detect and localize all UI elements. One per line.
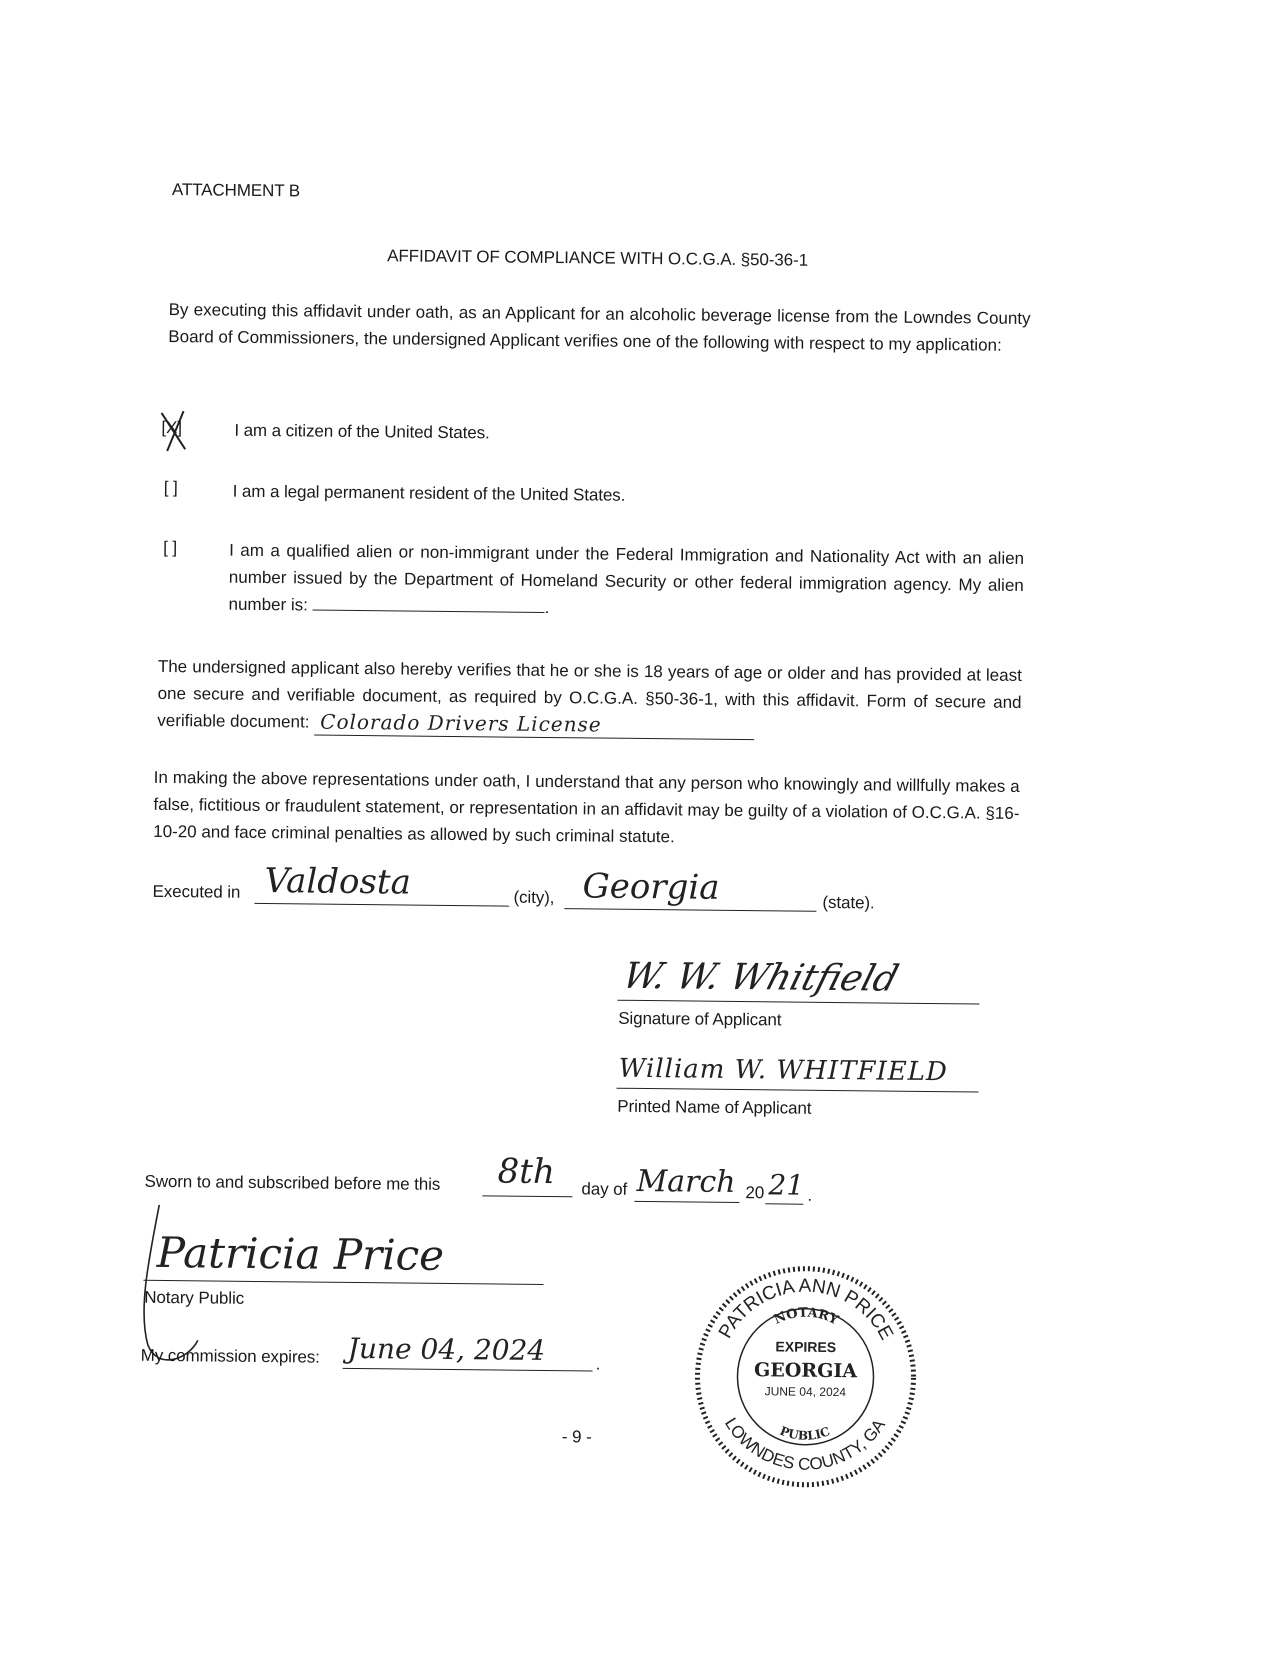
commission-expires-label: My commission expires: <box>140 1345 320 1367</box>
signature-line[interactable] <box>617 1000 979 1005</box>
notary-seal <box>689 1261 921 1493</box>
seal-expires: EXPIRES <box>775 1338 837 1356</box>
commission-expires-field[interactable] <box>343 1368 593 1372</box>
attachment-label: ATTACHMENT B <box>171 180 301 201</box>
executed-label: Executed in <box>152 881 241 902</box>
commission-end: . <box>595 1354 601 1374</box>
notary-public-label: Notary Public <box>144 1287 245 1308</box>
day-of-label: day of <box>581 1179 628 1199</box>
option-citizen-text: I am a citizen of the United States. <box>234 420 490 443</box>
city-value: Valdosta <box>264 861 412 903</box>
option-permanent-resident-text: I am a legal permanent resident of the United States. <box>232 481 626 505</box>
handwritten-check-icon <box>155 405 196 455</box>
sworn-label: Sworn to and subscribed before me this <box>144 1171 441 1194</box>
seal-outer-bottom: LOWNDES COUNTY, GA <box>721 1414 889 1474</box>
year-prefix: 20 <box>745 1183 765 1203</box>
printed-name-value: William W. WHITFIELD <box>618 1053 948 1088</box>
notary-signature: Patricia Price <box>156 1227 445 1280</box>
document-handwritten-value: Colorado Drivers License <box>320 709 602 737</box>
option-text: I am a qualified alien or non-immigrant under the Federal Immigration and Nationality Act with an alien number issued by the Department of Homeland Security or other federal immigration agency. My alien number is: <box>228 540 1025 615</box>
commission-expires-value: June 04, 2024 <box>347 1331 546 1367</box>
signature-label: Signature of Applicant <box>618 1008 782 1030</box>
oath-paragraph: In making the above representations under oath, I understand that any person who knowingly and willfully makes a false, fictitious or fraudulent statement, or representation in an affidavit may be guilty of a violation of O.C.G.A. §16-10-20 and face criminal penalties as allowed by such criminal statute. <box>153 767 1020 847</box>
city-label: (city), <box>513 887 555 908</box>
seal-date: JUNE 04, 2024 <box>764 1384 847 1400</box>
checkbox-permanent-resident[interactable]: [ ] <box>163 477 178 498</box>
document-field[interactable] <box>314 709 754 741</box>
city-field[interactable] <box>254 903 509 907</box>
seal-state: GEORGIA <box>754 1359 858 1383</box>
verification-text: The undersigned applicant also hereby verifies that he or she is 18 years of age or older and has provided at least one secure and verifiable document, as required by O.C.G.A. §50-36-1, with this affidavit. Form of secure and verifiable document: <box>157 656 1022 732</box>
month-field[interactable] <box>634 1201 739 1203</box>
printed-name-line[interactable] <box>617 1088 979 1093</box>
option-qualified-alien-text <box>228 537 1024 626</box>
sworn-end: . <box>807 1185 813 1205</box>
verification-paragraph <box>157 653 1022 743</box>
month-value: March <box>636 1163 736 1200</box>
suffix: . <box>544 597 550 617</box>
document-title: AFFIDAVIT OF COMPLIANCE WITH O.C.G.A. §50-36-1 <box>387 246 809 270</box>
day-value: 8th <box>497 1151 556 1193</box>
year-field[interactable] <box>765 1203 803 1204</box>
alien-number-field[interactable] <box>313 596 545 613</box>
seal-outer-top: PATRICIA ANN PRICE <box>714 1275 897 1344</box>
applicant-signature: W. W. Whitfield <box>618 955 903 1000</box>
checkbox-qualified-alien[interactable]: [ ] <box>163 537 178 558</box>
state-field[interactable] <box>564 908 816 912</box>
state-value: Georgia <box>582 866 720 908</box>
intro-paragraph: By executing this affidavit under oath, as an Applicant for an alcoholic beverage license from the Lowndes County Board of Commissioners, the undersigned Applicant verifies one of the following with respect to my application: <box>168 299 1031 355</box>
year-value: 21 <box>768 1168 805 1202</box>
checkbox-mark: [X] <box>161 417 183 438</box>
printed-name-label: Printed Name of Applicant <box>617 1096 812 1118</box>
seal-inner-top: NOTARY <box>771 1305 841 1329</box>
day-field[interactable] <box>482 1195 572 1197</box>
state-label: (state). <box>822 892 875 913</box>
seal-inner-bottom: PUBLIC <box>777 1423 832 1443</box>
page-number: - 9 - <box>561 1427 592 1447</box>
